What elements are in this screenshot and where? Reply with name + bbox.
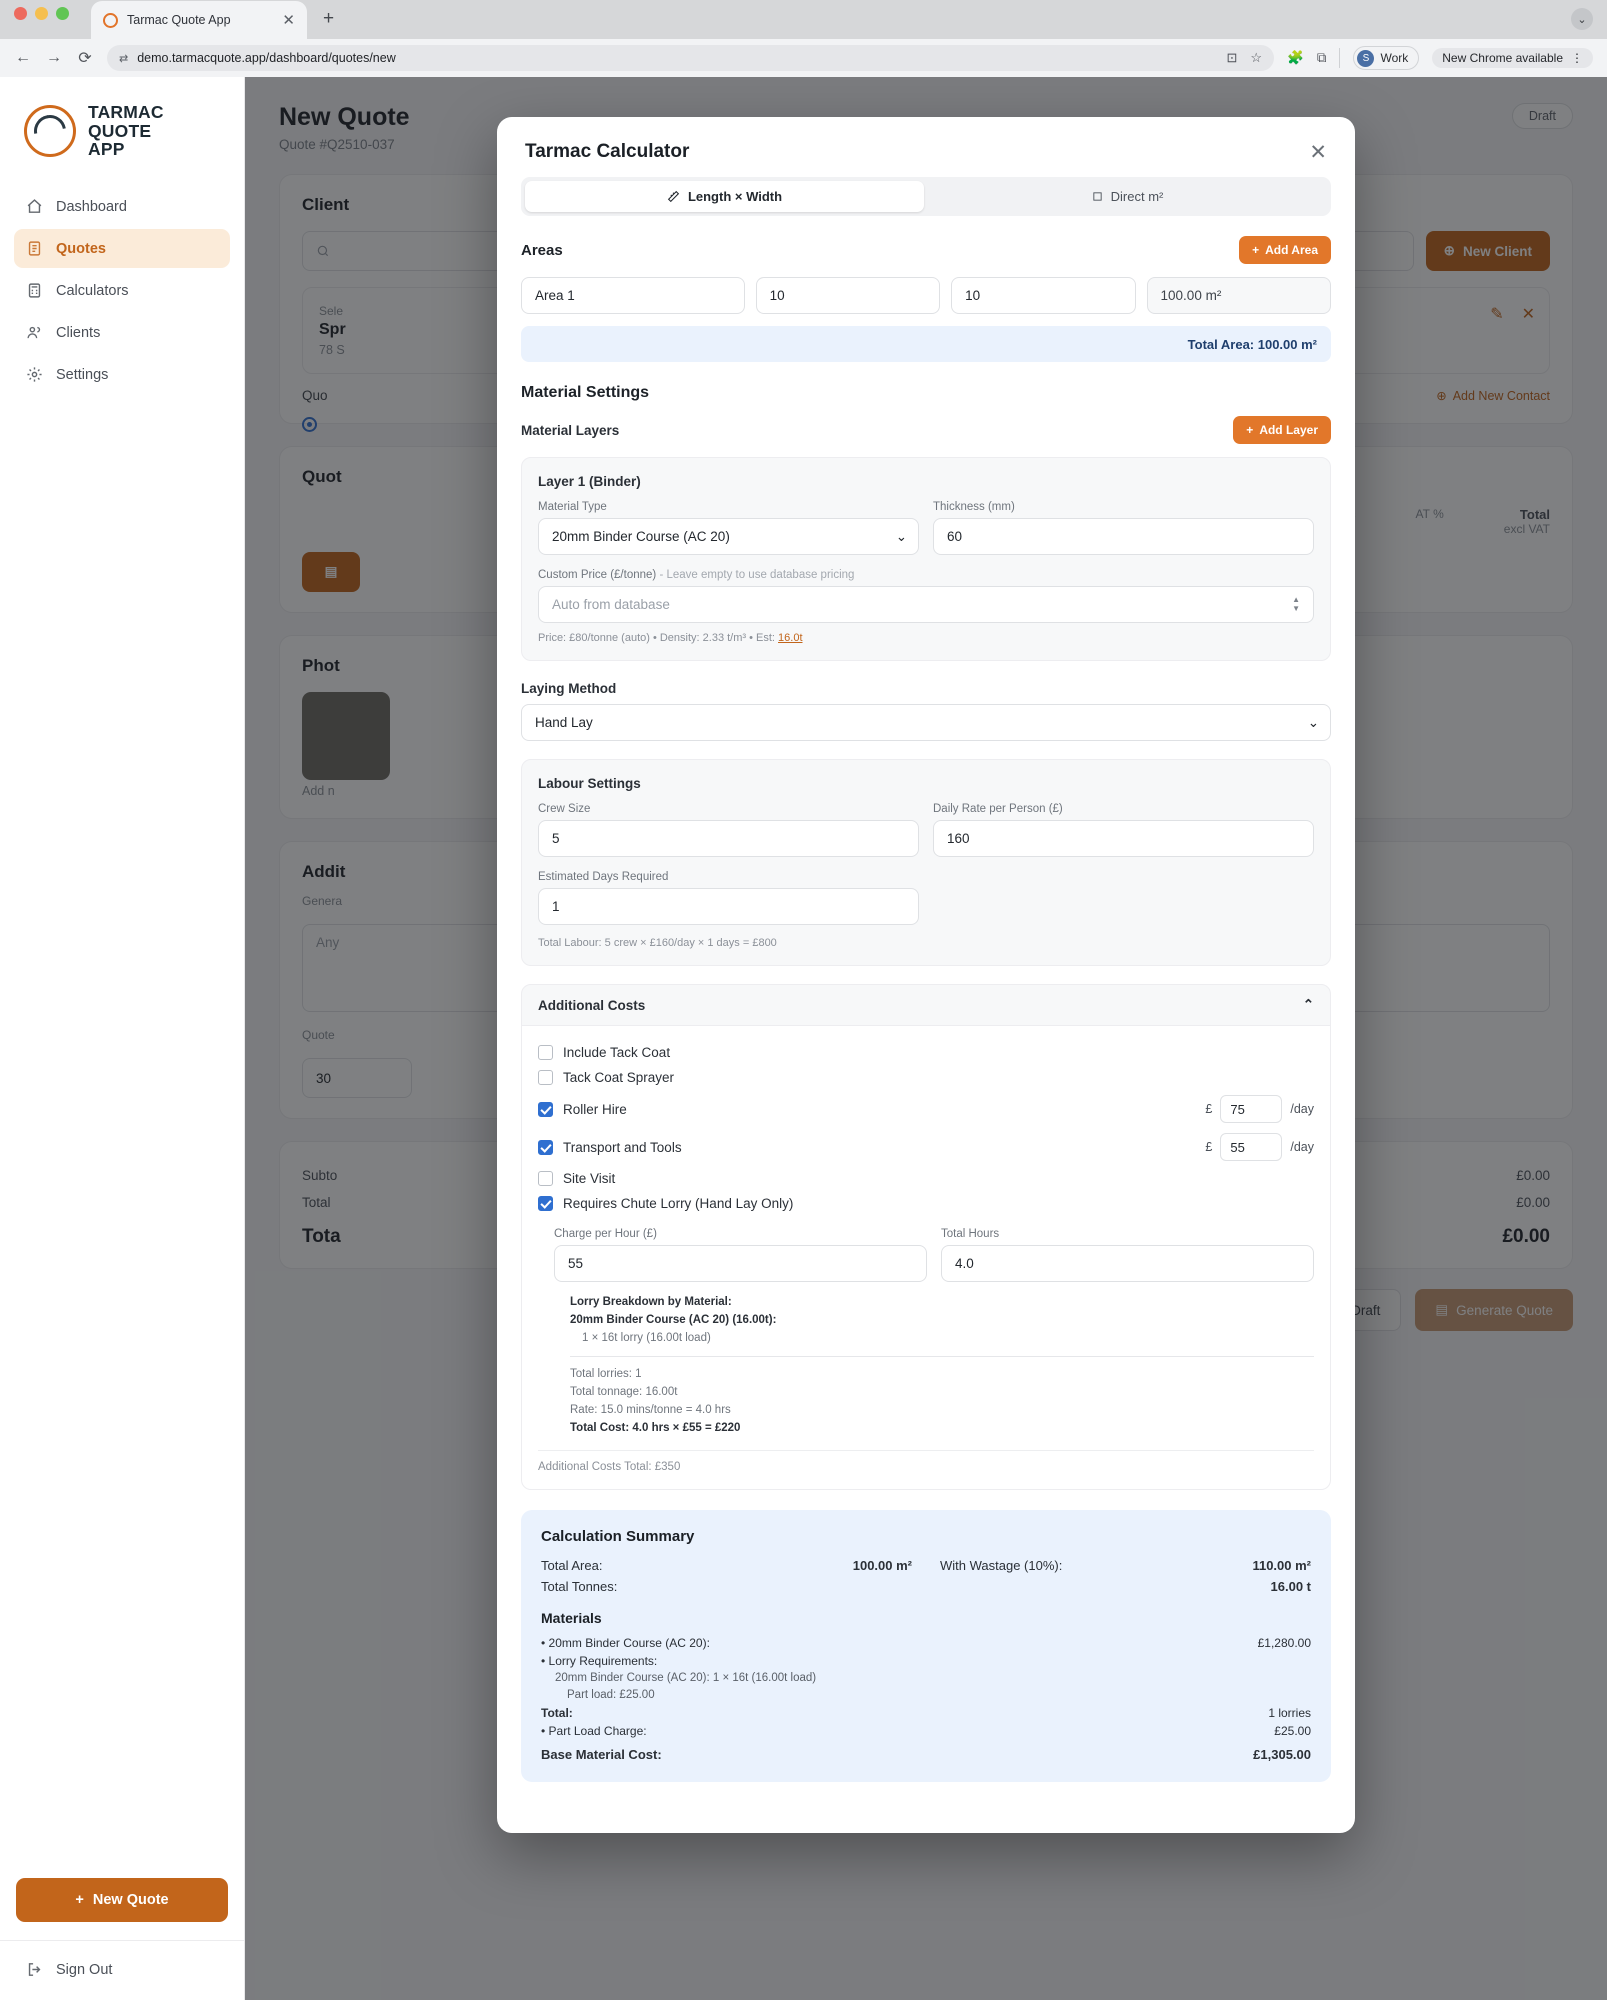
custom-price-placeholder: Auto from database	[552, 597, 670, 612]
add-layer-label: Add Layer	[1259, 423, 1318, 437]
additional-costs-header[interactable]	[521, 984, 1331, 1026]
url-text: demo.tarmacquote.app/dashboard/quotes/new	[137, 51, 396, 65]
additional-costs-section	[521, 984, 1331, 1490]
plus-icon: +	[1246, 423, 1254, 437]
laying-method-label: Laying Method	[521, 681, 617, 696]
additional-costs-title: Additional Costs	[538, 997, 646, 1013]
summary-total-lorries-row	[541, 1704, 1311, 1722]
avatar: S	[1357, 50, 1374, 67]
toolbar-divider	[1339, 48, 1340, 68]
summary-lorry-detail-2: Part load: £25.00	[567, 1688, 655, 1701]
breakdown-line-1: Total tonnage: 16.00t	[570, 1386, 678, 1399]
home-icon	[26, 198, 43, 215]
breakdown-line-0: Total lorries: 1	[570, 1368, 642, 1381]
window-controls[interactable]	[14, 0, 69, 39]
estimated-days-input[interactable]: 1	[538, 888, 919, 925]
tab-close-icon[interactable]: ✕	[282, 11, 295, 29]
transport-tools-unit: /day	[1290, 1140, 1314, 1154]
summary-material-value-0: £1,280.00	[1257, 1635, 1311, 1650]
logo-line-2: QUOTE	[88, 120, 152, 141]
crew-size-input[interactable]: 5	[538, 820, 919, 857]
summary-total-area-label: Total Area:	[541, 1557, 603, 1573]
charge-per-hour-label: Charge per Hour (£)	[554, 1228, 657, 1240]
summary-lorry-detail-1: 20mm Binder Course (AC 20): 1 × 16t (16.00t load)	[555, 1671, 817, 1684]
app-logo[interactable]	[0, 77, 244, 181]
breakdown-material: 20mm Binder Course (AC 20) (16.00t):	[570, 1313, 777, 1326]
ruler-icon	[667, 190, 680, 203]
close-window-button[interactable]	[14, 7, 27, 20]
sidebar-item-quotes[interactable]	[14, 229, 230, 268]
summary-tonnes-value-wrap	[940, 1579, 1311, 1594]
areas-title: Areas	[521, 241, 563, 259]
thickness-label: Thickness (mm)	[933, 501, 1015, 513]
browser-tabstrip	[0, 0, 1607, 39]
side-panel-icon[interactable]: ⧉	[1316, 50, 1327, 65]
summary-wastage-value: 110.00 m²	[1252, 1557, 1311, 1573]
tab-length-width[interactable]	[525, 181, 924, 212]
summary-material-row-0	[541, 1634, 1311, 1652]
tab-direct-m2-label: Direct m²	[1110, 189, 1164, 204]
summary-wastage-label: With Wastage (10%):	[940, 1557, 1063, 1573]
minimize-window-button[interactable]	[35, 7, 48, 20]
tab-title: Tarmac Quote App	[127, 13, 231, 27]
labour-settings-panel	[521, 759, 1331, 966]
charge-per-hour-input[interactable]: 55	[554, 1245, 927, 1282]
include-tack-coat-checkbox[interactable]	[538, 1045, 553, 1060]
chute-lorry-label: Requires Chute Lorry (Hand Lay Only)	[563, 1196, 794, 1211]
tabstrip-menu-icon[interactable]: ⌄	[1571, 8, 1593, 30]
summary-base-cost-value: £1,305.00	[1253, 1747, 1311, 1763]
install-app-icon[interactable]: ⊡	[1226, 50, 1238, 65]
area-result-value: 100.00 m²	[1147, 277, 1331, 314]
checkbox-row-tack-sprayer[interactable]	[538, 1065, 1314, 1090]
breakdown-divider	[570, 1356, 1314, 1357]
summary-base-cost-label: Base Material Cost:	[541, 1747, 662, 1763]
add-layer-button[interactable]	[1233, 416, 1331, 444]
area-width-input[interactable]: 10	[951, 277, 1135, 314]
price-hint-estimate[interactable]: 16.0t	[778, 632, 803, 644]
summary-total-area-value: 100.00 m²	[852, 1557, 912, 1573]
summary-tonnes-label: Total Tonnes:	[541, 1578, 618, 1594]
material-settings-title: Material Settings	[521, 384, 650, 401]
daily-rate-label: Daily Rate per Person (£)	[933, 803, 1063, 815]
custom-price-label-text: Custom Price (£/tonne)	[538, 569, 657, 581]
chevron-down-icon: ⌄	[1307, 714, 1319, 730]
breakdown-line-2: Rate: 15.0 mins/tonne = 4.0 hrs	[570, 1404, 731, 1417]
users-icon	[26, 324, 43, 341]
sign-out-button[interactable]	[0, 1940, 244, 2000]
total-hours-label: Total Hours	[941, 1228, 1000, 1240]
summary-total-lorries-label: Total:	[541, 1706, 573, 1721]
modal-title: Tarmac Calculator	[525, 141, 690, 162]
new-quote-label: New Quote	[92, 1892, 169, 1908]
labour-title: Labour Settings	[538, 776, 641, 791]
logo-line-3: APP	[88, 139, 125, 160]
calculation-summary	[521, 1510, 1331, 1783]
total-hours-input[interactable]: 4.0	[941, 1245, 1314, 1282]
browser-tab[interactable]	[91, 1, 307, 39]
area-name-input[interactable]: Area 1	[521, 277, 745, 314]
laying-method-select[interactable]	[521, 704, 1331, 741]
sidebar	[0, 77, 245, 2000]
calculator-icon	[26, 282, 43, 299]
extensions-icon[interactable]: 🧩	[1287, 50, 1304, 65]
tack-coat-sprayer-checkbox[interactable]	[538, 1070, 553, 1085]
plus-icon: +	[1252, 243, 1260, 257]
summary-title: Calculation Summary	[541, 1527, 695, 1545]
areas-header	[521, 236, 1331, 264]
back-icon[interactable]: ←	[15, 49, 31, 66]
transport-tools-checkbox[interactable]	[538, 1140, 553, 1155]
material-type-select[interactable]	[538, 518, 919, 555]
sidebar-item-label: Dashboard	[56, 198, 127, 215]
logo-line-1: TARMAC	[88, 102, 164, 122]
sidebar-item-label: Clients	[56, 324, 101, 341]
summary-row-wastage	[940, 1558, 1311, 1573]
summary-row-tonnes	[541, 1579, 912, 1594]
sidebar-nav	[0, 181, 244, 400]
number-stepper-icon[interactable]: ▲ ▼	[1292, 595, 1300, 613]
summary-part-load-value: £25.00	[1274, 1724, 1311, 1739]
gear-icon	[26, 366, 43, 383]
transport-tools-amount-input[interactable]: 55	[1220, 1133, 1282, 1161]
estimated-days-label: Estimated Days Required	[538, 871, 669, 883]
calculator-mode-tabs	[521, 177, 1331, 216]
add-area-label: Add Area	[1265, 243, 1318, 257]
browser-toolbar	[0, 39, 1607, 77]
sidebar-item-settings[interactable]	[14, 355, 230, 394]
custom-price-label	[538, 569, 1314, 581]
checkbox-row-roller-hire[interactable]	[538, 1090, 1314, 1128]
bookmark-star-icon[interactable]: ☆	[1250, 50, 1263, 65]
summary-part-load-label: • Part Load Charge:	[541, 1724, 647, 1739]
roller-hire-unit: /day	[1290, 1102, 1314, 1116]
layer-panel	[521, 457, 1331, 661]
chrome-update-chip[interactable]	[1432, 48, 1593, 68]
tab-favicon	[103, 13, 118, 28]
roller-hire-currency: £	[1205, 1102, 1213, 1116]
custom-price-hint: - Leave empty to use database pricing	[659, 569, 855, 581]
address-bar[interactable]	[107, 45, 1274, 71]
sidebar-item-label: Settings	[56, 366, 109, 383]
chevron-up-icon[interactable]: ⌃	[1302, 997, 1314, 1012]
additional-costs-total: Additional Costs Total: £350	[538, 1450, 1314, 1473]
modal-body	[497, 177, 1355, 1833]
sidebar-item-dashboard[interactable]	[14, 187, 230, 226]
material-layers-header	[521, 416, 1331, 444]
chevron-down-icon: ⌄	[895, 528, 907, 544]
chute-lorry-checkbox[interactable]	[538, 1196, 553, 1211]
roller-hire-amount-input[interactable]: 75	[1220, 1095, 1282, 1123]
summary-part-load-row	[541, 1722, 1311, 1740]
logo-icon	[24, 105, 76, 157]
material-type-label: Material Type	[538, 501, 607, 513]
custom-price-input[interactable]	[538, 586, 1314, 623]
daily-rate-input[interactable]: 160	[933, 820, 1314, 857]
site-visit-label: Site Visit	[563, 1171, 616, 1186]
additional-costs-body	[521, 1026, 1331, 1490]
reload-icon[interactable]: ⟳	[78, 50, 92, 67]
site-info-icon[interactable]: ⇄	[119, 52, 129, 65]
profile-label: Work	[1380, 51, 1409, 65]
summary-materials-title: Materials	[541, 1609, 602, 1626]
forward-icon[interactable]: →	[46, 49, 62, 66]
layer-title: Layer 1 (Binder)	[538, 474, 641, 489]
checkbox-row-tack-coat[interactable]	[538, 1040, 1314, 1065]
exit-icon	[26, 1961, 43, 1978]
tack-coat-sprayer-label: Tack Coat Sprayer	[563, 1070, 675, 1085]
price-hint-text: Price: £80/tonne (auto) • Density: 2.33 t/m³ • Est:	[538, 632, 779, 644]
checkbox-row-site-visit[interactable]	[538, 1166, 1314, 1191]
checkbox-row-transport-tools[interactable]	[538, 1128, 1314, 1166]
checkbox-row-chute-lorry[interactable]	[538, 1191, 1314, 1216]
labour-total-line: Total Labour: 5 crew × £160/day × 1 days = £800	[538, 937, 777, 949]
app-root	[0, 77, 1607, 2000]
include-tack-coat-label: Include Tack Coat	[563, 1045, 671, 1060]
site-visit-checkbox[interactable]	[538, 1171, 553, 1186]
new-tab-icon[interactable]: +	[323, 8, 335, 29]
maximize-window-button[interactable]	[56, 7, 69, 20]
tab-length-width-label: Length × Width	[687, 189, 783, 204]
thickness-input[interactable]: 60	[933, 518, 1314, 555]
content-area	[245, 77, 1607, 2000]
summary-material-label-0: • 20mm Binder Course (AC 20):	[541, 1635, 710, 1650]
area-row	[521, 277, 1331, 314]
chrome-menu-icon[interactable]: ⋮	[1571, 51, 1583, 65]
tab-direct-m2[interactable]	[928, 181, 1327, 212]
laying-method-value: Hand Lay	[535, 715, 593, 730]
summary-row-total-area	[541, 1558, 912, 1573]
sign-out-label: Sign Out	[56, 1961, 113, 1978]
breakdown-title: Lorry Breakdown by Material:	[570, 1296, 732, 1308]
modal-header	[497, 117, 1355, 177]
summary-total-lorries-value: 1 lorries	[1268, 1706, 1311, 1721]
summary-material-label-1: • Lorry Requirements:	[541, 1653, 658, 1668]
sidebar-item-calculators[interactable]	[14, 271, 230, 310]
material-layers-title: Material Layers	[521, 422, 620, 438]
sidebar-item-clients[interactable]	[14, 313, 230, 352]
area-length-input[interactable]: 10	[756, 277, 940, 314]
breakdown-lorry: 1 × 16t lorry (16.00t load)	[582, 1331, 711, 1344]
sidebar-item-label: Quotes	[56, 240, 106, 257]
plus-icon: +	[75, 1892, 84, 1908]
summary-material-row-1	[541, 1652, 1311, 1670]
tarmac-calculator-modal	[497, 117, 1355, 1833]
sidebar-spacer	[0, 400, 244, 1878]
roller-hire-label: Roller Hire	[563, 1101, 627, 1117]
breakdown-total: Total Cost: 4.0 hrs × £55 = £220	[570, 1421, 741, 1434]
transport-tools-currency: £	[1205, 1140, 1213, 1154]
update-label: New Chrome available	[1442, 51, 1563, 65]
document-icon	[26, 240, 43, 257]
new-quote-button[interactable]	[16, 1878, 228, 1922]
add-area-button[interactable]	[1239, 236, 1331, 264]
crew-size-label: Crew Size	[538, 803, 591, 815]
sidebar-item-label: Calculators	[56, 282, 129, 299]
summary-base-cost-row	[541, 1745, 1311, 1764]
total-area-bar: Total Area: 100.00 m²	[521, 326, 1331, 362]
summary-tonnes-value: 16.00 t	[1270, 1578, 1311, 1594]
lorry-breakdown	[554, 1294, 1314, 1438]
square-icon	[1092, 191, 1103, 202]
material-type-value: 20mm Binder Course (AC 20)	[552, 529, 730, 544]
price-hint	[538, 632, 1314, 644]
transport-tools-label: Transport and Tools	[563, 1139, 682, 1155]
roller-hire-checkbox[interactable]	[538, 1102, 553, 1117]
profile-chip[interactable]	[1353, 46, 1419, 70]
close-icon[interactable]: ✕	[1309, 140, 1327, 164]
